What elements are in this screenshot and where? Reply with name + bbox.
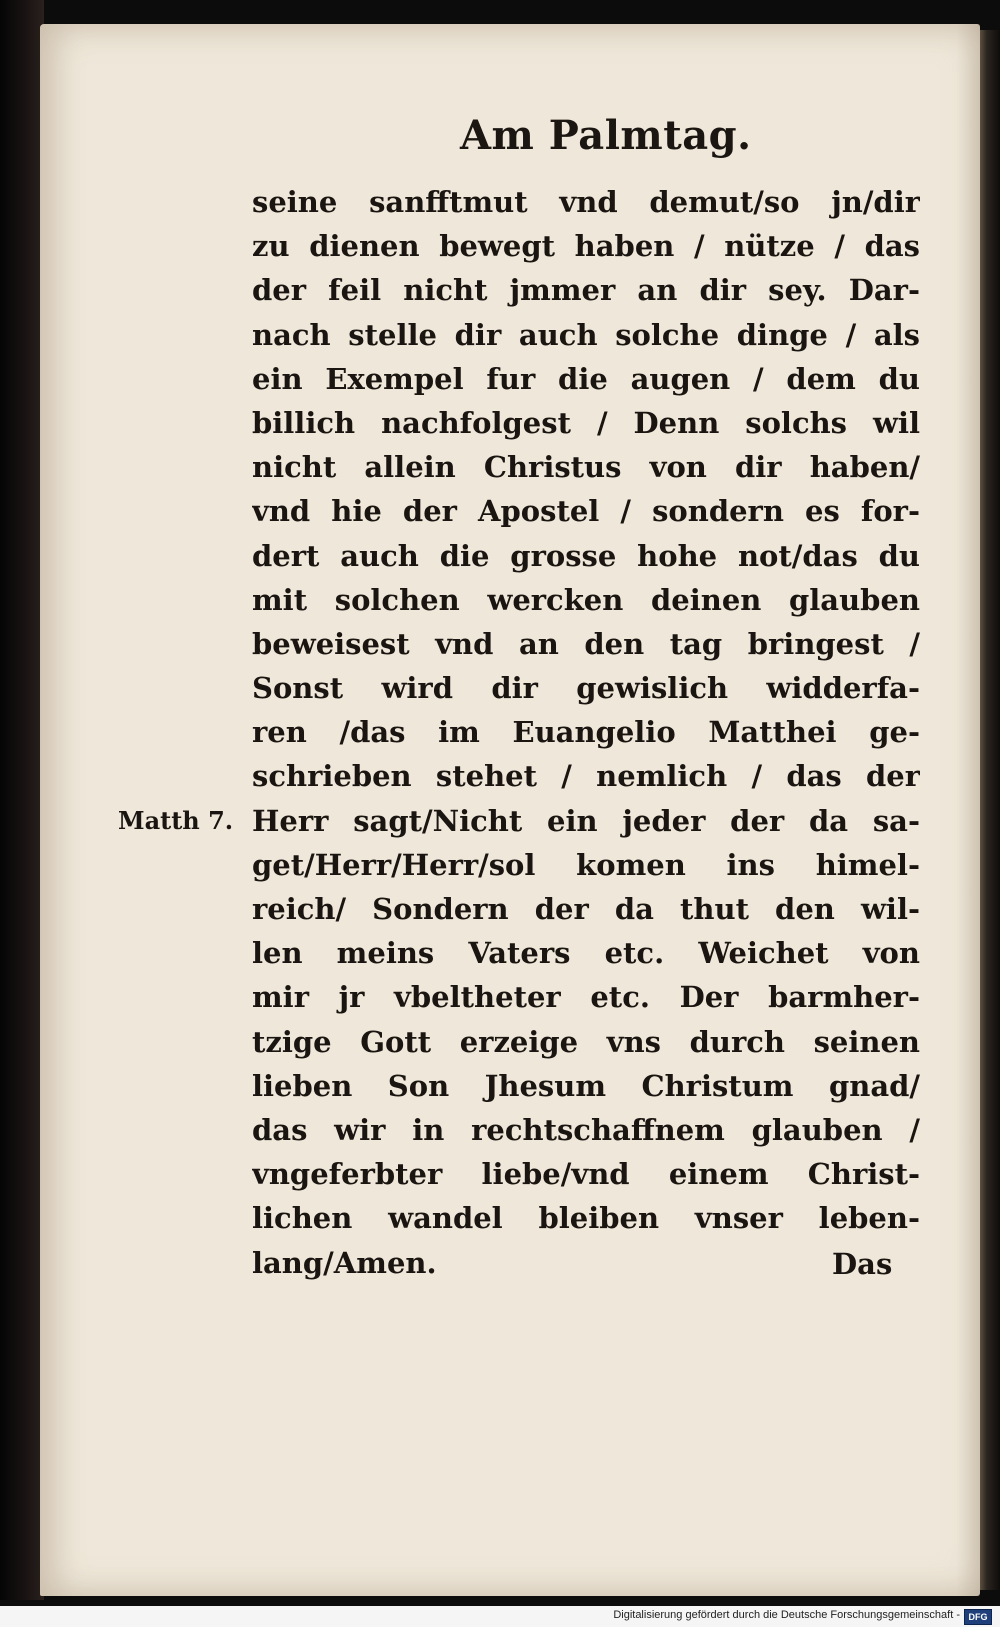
text-line: lang/Amen.: [252, 1245, 437, 1280]
text-line: Sonst wird dir gewislich widderfa-: [252, 671, 920, 706]
page-stack-edge: [978, 30, 1000, 1590]
text-line: lichen wandel bleiben vnser leben-: [252, 1201, 920, 1236]
text-line: dert auch die grosse hohe not/das du: [252, 538, 920, 573]
text-line: nach stelle dir auch solche dinge / als: [252, 317, 920, 352]
text-line: nicht allein Christus von dir haben/: [252, 450, 920, 485]
text-line: lieben Son Jhesum Christum gnad/: [252, 1068, 920, 1103]
text-line: vnd hie der Apostel / sondern es for-: [252, 494, 920, 529]
text-line: zu dienen bewegt haben / nütze / das: [252, 229, 920, 264]
text-line: ein Exempel fur die augen / dem du: [252, 361, 920, 396]
book-spine-edge: [0, 0, 44, 1600]
text-line: len meins Vaters etc. Weichet von: [252, 936, 920, 971]
body-text-block: [252, 180, 920, 1285]
text-line: mit solchen wercken deinen glauben: [252, 582, 920, 617]
text-line: beweisest vnd an den tag bringest /: [252, 626, 920, 661]
funding-credit: Digitalisierung gefördert durch die Deutsche Forschungsgemeinschaft -: [613, 1609, 960, 1621]
text-line: ren /das im Euangelio Matthei ge-: [252, 715, 920, 750]
text-line: das wir in rechtschaffnem glauben /: [252, 1112, 920, 1147]
text-line: Herr sagt/Nicht ein jeder der da sa-: [252, 803, 920, 838]
running-head: Am Palmtag.: [460, 112, 752, 159]
text-line: der feil nicht jmmer an dir sey. Dar-: [252, 273, 920, 308]
text-line: vngeferbter liebe/vnd einem Christ-: [252, 1157, 920, 1192]
dfg-logo: [964, 1609, 992, 1625]
text-line: schrieben stehet / nemlich / das der: [252, 759, 920, 794]
text-line: get/Herr/Herr/sol komen ins himel-: [252, 847, 920, 882]
text-line: seine sanfftmut vnd demut/so jn/dir: [252, 185, 920, 219]
catchword: Das: [832, 1247, 893, 1281]
margin-note-bible-reference: Matth 7.: [118, 806, 234, 835]
text-line: billich nachfolgest / Denn solchs wil: [252, 405, 920, 440]
text-line: mir jr vbeltheter etc. Der barmher-: [252, 980, 920, 1015]
text-line: tzige Gott erzeige vns durch seinen: [252, 1024, 920, 1059]
dfg-logo-text: DFG: [968, 1612, 988, 1622]
text-line: reich/ Sondern der da thut den wil-: [252, 892, 920, 926]
